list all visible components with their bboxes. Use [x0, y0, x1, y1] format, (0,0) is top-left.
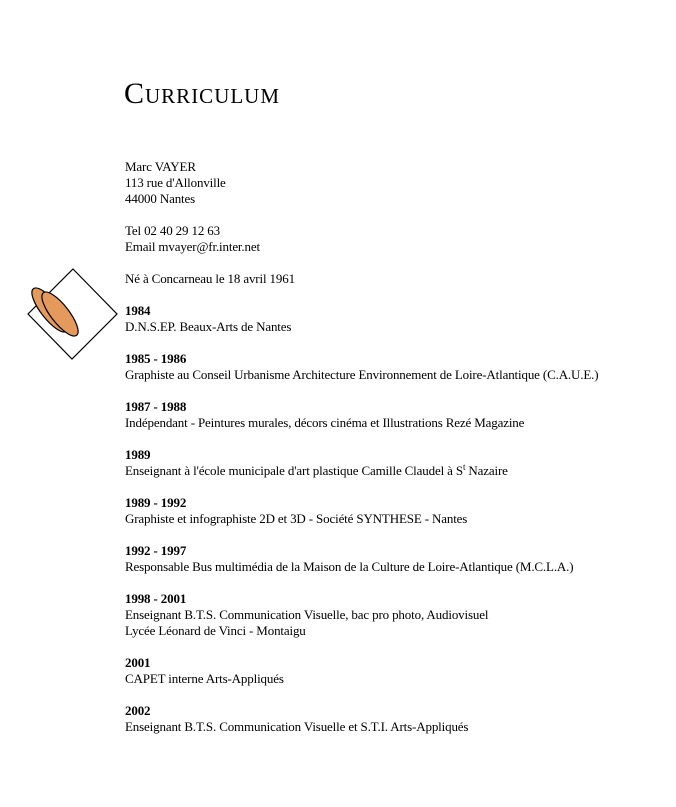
entry-year: 1985 - 1986 [125, 351, 187, 366]
entry-year: 1989 [125, 447, 151, 462]
entry-text: CAPET interne Arts-Appliqués [125, 671, 284, 686]
entry-1985-1986 [125, 351, 665, 383]
entry-text-second-line: Lycée Léonard de Vinci - Montaigu [125, 623, 306, 638]
entry-year: 1989 - 1992 [125, 495, 187, 510]
entry-text: Indépendant - Peintures murales, décors cinéma et Illustrations Rezé Magazine [125, 415, 525, 430]
contact-block [125, 159, 665, 207]
birth-info: Né à Concarneau le 18 avril 1961 [125, 271, 295, 286]
entry-text: Enseignant B.T.S. Communication Visuelle, bac pro photo, Audiovisuel [125, 607, 489, 622]
cv-content [125, 159, 665, 751]
entry-text: Graphiste et infographiste 2D et 3D - Société SYNTHESE - Nantes [125, 511, 468, 526]
entry-year: 1987 - 1988 [125, 399, 187, 414]
contact-city: 44000 Nantes [125, 191, 196, 206]
logo-icon [26, 268, 120, 362]
entry-1998-2001 [125, 591, 665, 639]
contact-name: Marc VAYER [125, 159, 196, 174]
entry-year: 1998 - 2001 [125, 591, 187, 606]
entry-1992-1997 [125, 543, 665, 575]
entry-text: D.N.S.EP. Beaux-Arts de Nantes [125, 319, 292, 334]
entry-year: 1992 - 1997 [125, 543, 187, 558]
entry-1984 [125, 303, 665, 335]
contact-street: 113 rue d'Allonville [125, 175, 226, 190]
birth-block [125, 271, 665, 287]
entry-text: Responsable Bus multimédia de la Maison de la Culture de Loire-Atlantique (M.C.L.A.) [125, 559, 574, 574]
entry-text-main: Enseignant à l'école municipale d'art plastique Camille Claudel à S [125, 463, 463, 478]
entry-year: 1984 [125, 303, 151, 318]
entry-2001 [125, 655, 665, 687]
entry-1989 [125, 447, 665, 479]
entry-text-superscript: t [462, 462, 466, 472]
contact-email: Email mvayer@fr.inter.net [125, 239, 260, 254]
entry-text-end: Nazaire [465, 463, 508, 478]
entry-text: Enseignant B.T.S. Communication Visuelle et S.T.I. Arts-Appliqués [125, 719, 469, 734]
entry-year: 2002 [125, 703, 151, 718]
entry-year: 2001 [125, 655, 151, 670]
entry-1987-1988 [125, 399, 665, 431]
entry-text [125, 463, 665, 479]
page-title: Curriculum [124, 77, 281, 110]
contact-tel: Tel 02 40 29 12 63 [125, 223, 220, 238]
phone-email-block [125, 223, 665, 255]
entry-text: Graphiste au Conseil Urbanisme Architecture Environnement de Loire-Atlantique (C.A.U.E.) [125, 367, 599, 382]
entry-1989-1992 [125, 495, 665, 527]
entry-2002 [125, 703, 665, 735]
